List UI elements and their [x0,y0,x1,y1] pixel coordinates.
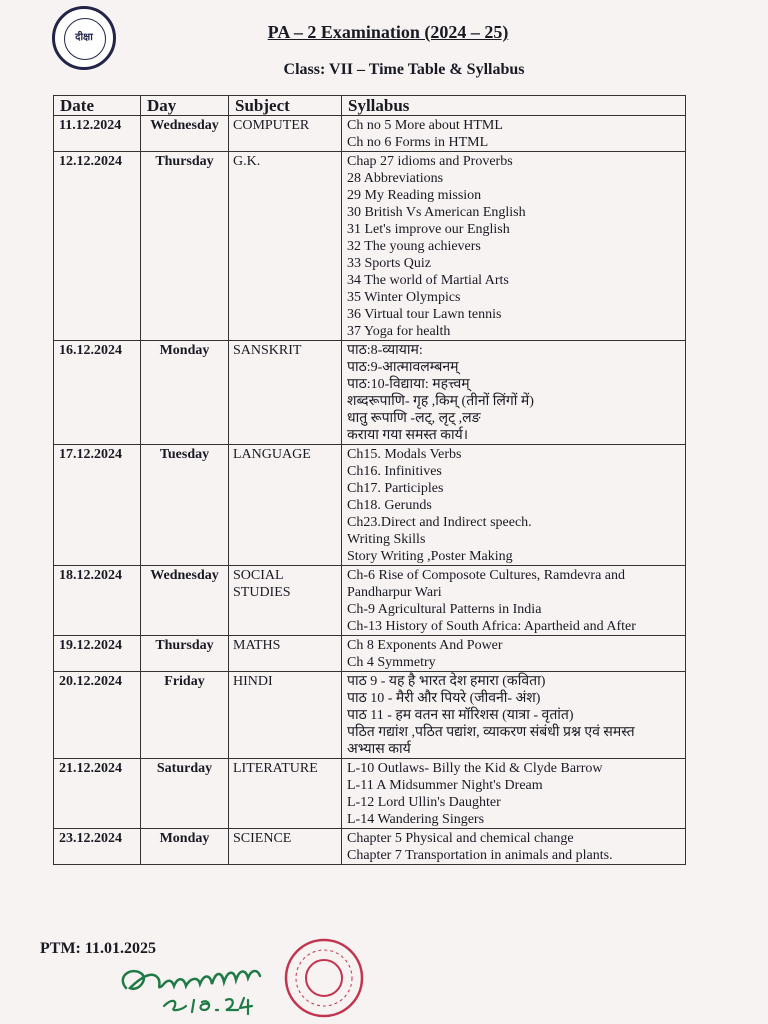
table-row [54,341,686,445]
syllabus-line: Ch16. Infinitives [347,464,442,479]
exam-subject [229,829,342,865]
exam-day: Wednesday [141,566,229,636]
table-row [54,445,686,566]
syllabus-line: Chap 27 idioms and Proverbs [347,154,513,169]
syllabus-line: कराया गया समस्त कार्य। [347,428,469,443]
column-header-day: Day [141,96,229,116]
exam-syllabus [342,759,686,829]
syllabus-line: Story Writing ,Poster Making [347,549,513,564]
exam-syllabus [342,445,686,566]
syllabus-line: Ch-13 History of South Africa: Apartheid and After [347,619,636,634]
syllabus-line: 35 Winter Olympics [347,290,461,305]
subject-line: LANGUAGE [233,447,311,462]
exam-date: 21.12.2024 [54,759,141,829]
syllabus-line: Chapter 7 Transportation in animals and plants. [347,848,613,863]
syllabus-line: पाठ:9-आत्मावलम्बनम् [347,360,459,375]
syllabus-line: पाठ:8-व्यायाम: [347,343,423,358]
exam-day: Thursday [141,152,229,341]
table-row [54,759,686,829]
syllabus-line: Chapter 5 Physical and chemical change [347,831,574,846]
syllabus-line: पाठ 9 - यह है भारत देश हमारा (कविता) [347,674,546,689]
logo-text: दीक्षा [75,32,93,43]
exam-day: Tuesday [141,445,229,566]
exam-date: 20.12.2024 [54,672,141,759]
exam-subject [229,566,342,636]
syllabus-line: 33 Sports Quiz [347,256,431,271]
table-row [54,152,686,341]
exam-syllabus [342,566,686,636]
syllabus-line: L-14 Wandering Singers [347,812,485,827]
exam-date: 16.12.2024 [54,341,141,445]
exam-day: Thursday [141,636,229,672]
exam-subject [229,636,342,672]
syllabus-line: 30 British Vs American English [347,205,526,220]
syllabus-line: 29 My Reading mission [347,188,482,203]
school-stamp-icon [282,936,366,1020]
syllabus-line: Writing Skills [347,532,426,547]
subject-line: LITERATURE [233,761,318,776]
exam-day: Saturday [141,759,229,829]
table-row [54,672,686,759]
exam-syllabus [342,152,686,341]
syllabus-line: 36 Virtual tour Lawn tennis [347,307,502,322]
syllabus-line: शब्दरूपाणि- गृह ,किम् (तीनों लिंगों में) [347,394,534,409]
syllabus-line: Ch18. Gerunds [347,498,432,513]
exam-syllabus [342,341,686,445]
syllabus-line: पठित गद्यांश ,पठित पद्यांश, व्याकरण संबंधी प्रश्न एवं समस्त [347,725,635,740]
exam-date: 12.12.2024 [54,152,141,341]
exam-day: Monday [141,829,229,865]
syllabus-line: Ch15. Modals Verbs [347,447,462,462]
column-header-date: Date [54,96,141,116]
subject-line: SCIENCE [233,831,292,846]
exam-day: Monday [141,341,229,445]
syllabus-line: पाठ:10-विद्याया: महत्त्वम् [347,377,470,392]
syllabus-line: Ch-6 Rise of Composote Cultures, Ramdevra and [347,568,626,583]
syllabus-line: पाठ 11 - हम वतन सा मॉरिशस (यात्रा - वृतांत) [347,708,574,723]
subject-line: MATHS [233,638,281,653]
syllabus-line: 37 Yoga for health [347,324,451,339]
column-header-subject: Subject [229,96,342,116]
subject-line: COMPUTER [233,118,310,133]
exam-subject [229,116,342,152]
subject-line: SOCIAL [233,568,284,583]
subject-line: G.K. [233,154,261,169]
syllabus-line: L-12 Lord Ullin's Daughter [347,795,501,810]
syllabus-line: L-10 Outlaws- Billy the Kid & Clyde Barrow [347,761,603,776]
syllabus-line: Ch no 5 More about HTML [347,118,503,133]
page-title: PA – 2 Examination (2024 – 25) [267,22,509,42]
syllabus-line: Ch23.Direct and Indirect speech. [347,515,532,530]
exam-date: 18.12.2024 [54,566,141,636]
exam-syllabus [342,636,686,672]
table-row [54,829,686,865]
exam-subject [229,672,342,759]
exam-day: Wednesday [141,116,229,152]
signature-icon [112,948,292,1018]
exam-date: 23.12.2024 [54,829,141,865]
syllabus-line: L-11 A Midsummer Night's Dream [347,778,543,793]
exam-date: 11.12.2024 [54,116,141,152]
exam-syllabus [342,116,686,152]
syllabus-line: Ch-9 Agricultural Patterns in India [347,602,542,617]
syllabus-line: 28 Abbreviations [347,171,444,186]
syllabus-line: Pandharpur Wari [347,585,442,600]
table-row [54,636,686,672]
subject-line: HINDI [233,674,273,689]
syllabus-line: Ch17. Participles [347,481,444,496]
exam-syllabus [342,672,686,759]
exam-day: Friday [141,672,229,759]
exam-date: 17.12.2024 [54,445,141,566]
timetable [53,95,686,865]
syllabus-line: अभ्यास कार्य [347,742,411,757]
table-header-row [54,96,686,116]
syllabus-line: 34 The world of Martial Arts [347,273,509,288]
syllabus-line: पाठ 10 - मैरी और पियरे (जीवनी- अंश) [347,691,541,706]
ptm-date: PTM: 11.01.2025 [40,940,156,957]
exam-subject [229,445,342,566]
syllabus-line: 31 Let's improve our English [347,222,510,237]
exam-syllabus [342,829,686,865]
subject-line: STUDIES [233,585,291,600]
syllabus-line: Ch 8 Exponents And Power [347,638,503,653]
column-header-syllabus: Syllabus [342,96,686,116]
syllabus-line: धातु रूपाणि -लट्, लृट् ,लङ [347,411,481,426]
subject-line: SANSKRIT [233,343,302,358]
syllabus-line: 32 The young achievers [347,239,481,254]
page-subtitle: Class: VII – Time Table & Syllabus [283,61,525,78]
exam-subject [229,759,342,829]
table-row [54,566,686,636]
syllabus-line: Ch 4 Symmetry [347,655,436,670]
exam-date: 19.12.2024 [54,636,141,672]
table-row [54,116,686,152]
syllabus-line: Ch no 6 Forms in HTML [347,135,489,150]
exam-subject [229,152,342,341]
exam-subject [229,341,342,445]
